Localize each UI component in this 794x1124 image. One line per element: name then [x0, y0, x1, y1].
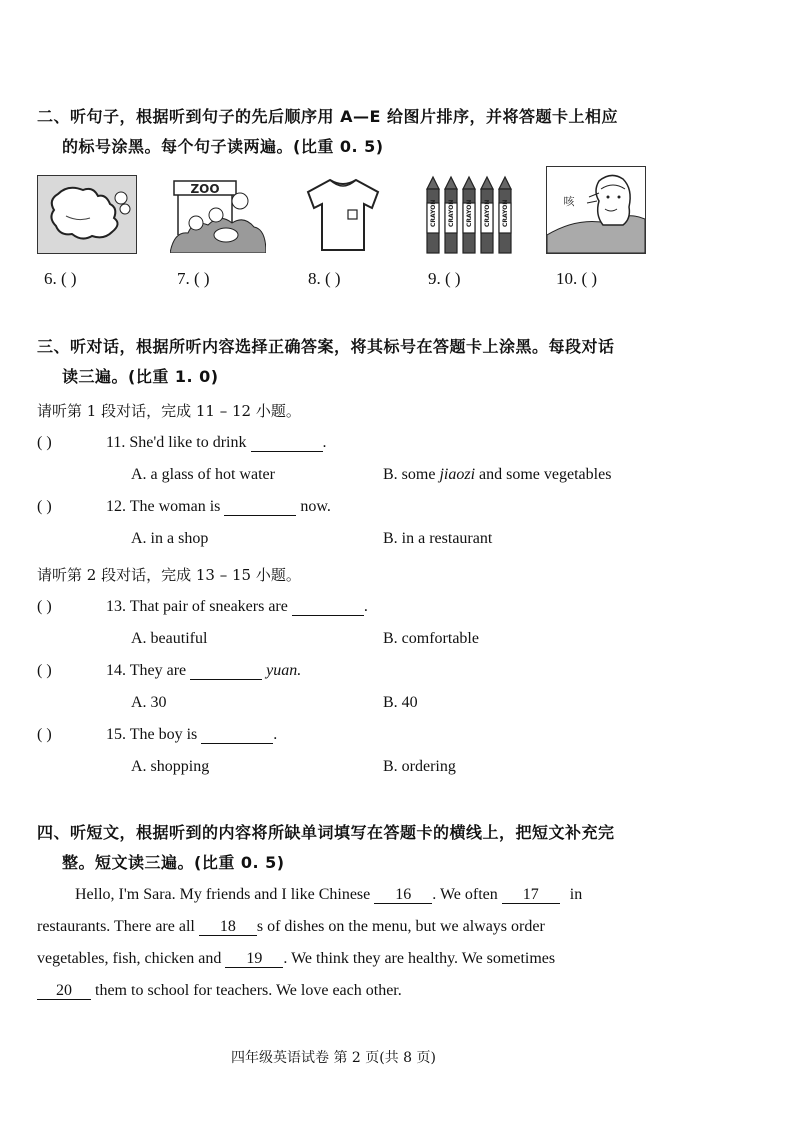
section3-heading-line1: 三、听对话，根据所听内容选择正确答案，将其标号在答题卡上涂黑。每段对话: [37, 337, 615, 356]
q15-paren: ( ): [37, 726, 52, 743]
section4-heading-line2: 整。短文读三遍。(比重 0. 5): [62, 853, 285, 872]
passage-line-4: 20 them to school for teachers. We love each other.: [37, 982, 402, 1000]
q12-stem: 12. The woman is: [106, 498, 221, 515]
q14-end: yuan.: [266, 662, 302, 679]
crayon-text-4: CRAYON: [484, 199, 491, 227]
section2-heading-line2: 的标号涂黑。每个句子读两遍。(比重 0. 5): [62, 137, 384, 156]
q13-option-a: A. beautiful: [131, 630, 208, 647]
q15-row: [106, 726, 277, 744]
section3-heading-line2: 读三遍。(比重 1. 0): [62, 367, 219, 386]
picture-label-10: 10. ( ): [556, 269, 598, 288]
q15-blank[interactable]: [201, 727, 273, 744]
picture-label-7: 7. ( ): [177, 269, 210, 288]
q15-stem: 15. The boy is: [106, 726, 198, 743]
blank-19[interactable]: 19: [225, 951, 283, 968]
passage-line-2: restaurants. There are all 18 s of dishes on the menu, but we always order: [37, 918, 545, 935]
crayons-picture: [424, 175, 516, 255]
q15-option-b: B. ordering: [383, 758, 456, 775]
q14-paren: ( ): [37, 662, 52, 679]
crayon-text-1: CRAYON: [430, 199, 437, 227]
q13-option-b: B. comfortable: [383, 630, 479, 647]
picture-label-8: 8. ( ): [308, 269, 341, 288]
section2-heading-line1: 二、听句子，根据听到句子的先后顺序用 A—E 给图片排序，并将答题卡上相应: [37, 107, 618, 126]
q14-stem: 14. They are: [106, 662, 187, 679]
dialogue2-instruction: 请听第 2 段对话，完成 13 – 15 小题。: [37, 566, 301, 584]
q12-row: [106, 498, 331, 516]
crayon-text-5: CRAYON: [502, 199, 509, 227]
tshirt-picture: [304, 176, 382, 252]
blank-17[interactable]: 17: [502, 887, 560, 904]
blank-18[interactable]: 18: [199, 919, 257, 936]
zoo-picture: [170, 175, 266, 253]
q12-option-a: A. in a shop: [131, 530, 209, 547]
q15-end: .: [273, 726, 278, 743]
dialogue1-instruction: 请听第 1 段对话，完成 11 – 12 小题。: [37, 402, 301, 420]
q11-option-b: B. some jiaozi and some vegetables: [383, 466, 612, 483]
cough-picture: [546, 166, 646, 254]
q14-row: [106, 662, 301, 680]
passage-line-3: vegetables, fish, chicken and 19 . We think they are healthy. We sometimes: [37, 950, 556, 967]
q11-blank[interactable]: [251, 435, 323, 452]
crayon-text-2: CRAYON: [448, 199, 455, 227]
blank-16[interactable]: 16: [374, 887, 432, 904]
section4-heading-line1: 四、听短文，根据听到的内容将所缺单词填写在答题卡的横线上，把短文补充完: [37, 823, 615, 842]
cough-speech: 咳: [563, 195, 575, 208]
q14-blank[interactable]: [190, 663, 262, 680]
map-picture: [37, 175, 137, 254]
picture-label-6: 6. ( ): [44, 269, 77, 288]
q13-paren: ( ): [37, 598, 52, 615]
q12-end: now.: [300, 498, 331, 515]
q12-option-b: B. in a restaurant: [383, 530, 493, 547]
q11-row: [106, 434, 327, 452]
q11-stem: 11. She'd like to drink: [106, 434, 247, 451]
q14-option-a: A. 30: [131, 694, 167, 711]
q13-blank[interactable]: [292, 599, 364, 616]
q13-stem: 13. That pair of sneakers are: [106, 598, 288, 615]
q11-paren: ( ): [37, 434, 52, 451]
picture-label-9: 9. ( ): [428, 269, 461, 288]
q13-row: [106, 598, 368, 616]
crayon-text-3: CRAYON: [466, 199, 473, 227]
q14-option-b: B. 40: [383, 694, 418, 711]
zoo-sign-text: ZOO: [190, 182, 220, 196]
q15-option-a: A. shopping: [131, 758, 210, 775]
q12-paren: ( ): [37, 498, 52, 515]
page-footer: 四年级英语试卷 第 2 页(共 8 页): [231, 1050, 436, 1066]
q11-end: .: [322, 434, 327, 451]
passage-line-1: Hello, I'm Sara. My friends and I like Chinese 16 . We often 17 in: [75, 886, 583, 903]
q11-option-a: A. a glass of hot water: [131, 466, 275, 483]
blank-20[interactable]: 20: [37, 983, 91, 1000]
q12-blank[interactable]: [224, 499, 296, 516]
q13-end: .: [363, 598, 368, 615]
